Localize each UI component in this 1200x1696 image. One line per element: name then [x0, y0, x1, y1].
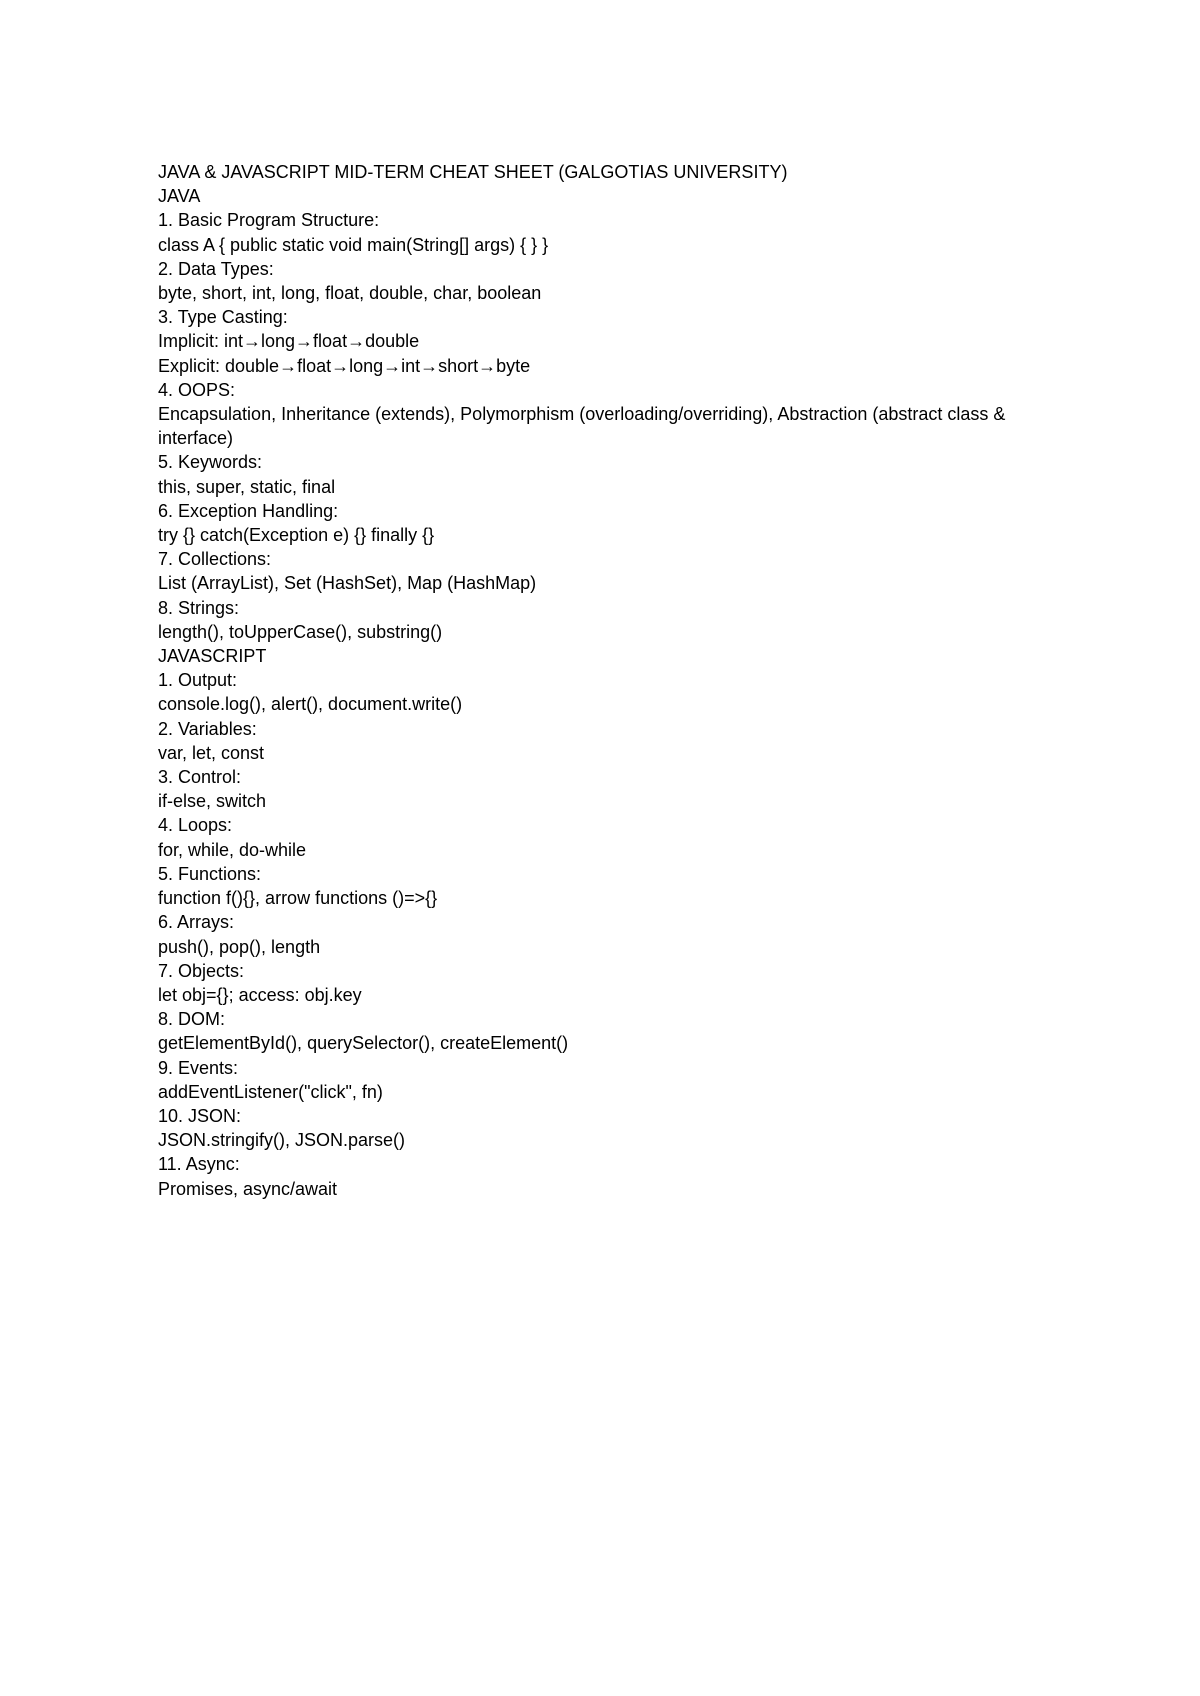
javascript-section-body: if-else, switch: [158, 791, 267, 812]
javascript-section-body: for, while, do-while: [158, 839, 307, 860]
java-section-body: Implicit: int→long→float→double: [158, 331, 420, 352]
java-section-heading: 1. Basic Program Structure:: [158, 210, 380, 231]
javascript-section-body: function f(){}, arrow functions ()=>{}: [158, 888, 438, 909]
javascript-section-heading: 4. Loops:: [158, 815, 233, 836]
java-section-body: Encapsulation, Inheritance (extends), Polymorphism (overloading/overriding), Abstraction (abstract class & interface): [158, 404, 1006, 449]
javascript-section-body: getElementById(), querySelector(), createElement(): [158, 1033, 569, 1054]
javascript-section-heading: 8. DOM:: [158, 1009, 226, 1030]
javascript-section-body: var, let, const: [158, 742, 265, 763]
javascript-section-heading: 7. Objects:: [158, 960, 245, 981]
java-heading: JAVA: [158, 186, 201, 207]
javascript-section-heading: 1. Output:: [158, 670, 238, 691]
java-section-heading: 3. Type Casting:: [158, 307, 288, 328]
java-section-body: class A { public static void main(String[] args) { } }: [158, 234, 549, 255]
javascript-section-body: Promises, async/await: [158, 1178, 338, 1199]
java-section-heading: 5. Keywords:: [158, 452, 263, 473]
java-section-body: length(), toUpperCase(), substring(): [158, 621, 443, 642]
javascript-section-heading: 2. Variables:: [158, 718, 257, 739]
javascript-section-body: let obj={}; access: obj.key: [158, 984, 362, 1005]
java-section-body: Explicit: double→float→long→int→short→byte: [158, 355, 531, 376]
java-section-body: byte, short, int, long, float, double, char, boolean: [158, 283, 542, 304]
javascript-section-heading: 11. Async:: [158, 1154, 240, 1175]
javascript-section-body: console.log(), alert(), document.write(): [158, 694, 463, 715]
java-section-body: this, super, static, final: [158, 476, 336, 497]
document-content: [158, 160, 1058, 1201]
java-section-body: List (ArrayList), Set (HashSet), Map (HashMap): [158, 573, 537, 594]
javascript-section-heading: 3. Control:: [158, 767, 242, 788]
javascript-heading: JAVASCRIPT: [158, 646, 267, 667]
java-section-heading: 4. OOPS:: [158, 379, 236, 400]
javascript-section-heading: 10. JSON:: [158, 1105, 242, 1126]
java-section-heading: 2. Data Types:: [158, 258, 274, 279]
document-title: JAVA & JAVASCRIPT MID-TERM CHEAT SHEET (GALGOTIAS UNIVERSITY): [158, 162, 788, 182]
java-section-heading: 6. Exception Handling:: [158, 500, 339, 521]
java-section-heading: 8. Strings:: [158, 597, 240, 618]
javascript-section-body: addEventListener("click", fn): [158, 1081, 383, 1102]
javascript-section-body: JSON.stringify(), JSON.parse(): [158, 1130, 406, 1151]
java-section-heading: 7. Collections:: [158, 549, 272, 570]
java-section-body: try {} catch(Exception e) {} finally {}: [158, 525, 435, 546]
javascript-section-body: push(), pop(), length: [158, 936, 321, 957]
javascript-section-heading: 9. Events:: [158, 1057, 239, 1078]
javascript-section-heading: 5. Functions:: [158, 863, 262, 884]
javascript-section-heading: 6. Arrays:: [158, 912, 235, 933]
